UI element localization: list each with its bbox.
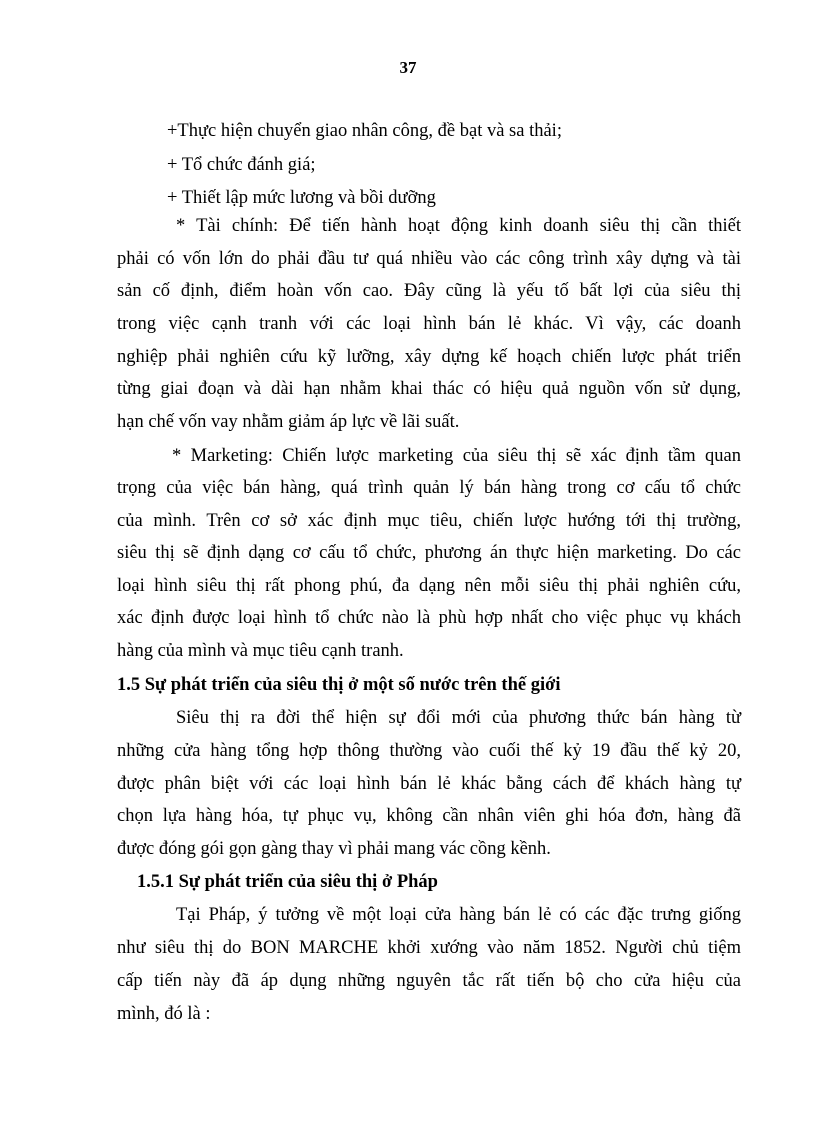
finance-line-2: phải có vốn lớn do phải đầu tư quá nhiều vào các công trình xây dựng và tài xyxy=(117,249,741,269)
section-1-5-1-line-1: Tại Pháp, ý tưởng về một loại cửa hàng bán lẻ có các đặc trưng giống xyxy=(176,905,741,925)
section-1-5-line-3: được phân biệt với các loại hình bán lẻ khác bằng cách để khách hàng tự xyxy=(117,774,741,794)
bullet-evaluation: + Tổ chức đánh giá; xyxy=(167,155,316,175)
section-1-5-line-5: được đóng gói gọn gàng thay vì phải mang vác cồng kềnh. xyxy=(117,839,551,859)
section-1-5-1-line-4: mình, đó là : xyxy=(117,1004,211,1024)
marketing-line-1: * Marketing: Chiến lược marketing của siêu thị sẽ xác định tầm quan xyxy=(172,446,741,466)
section-1-5-line-4: chọn lựa hàng hóa, tự phục vụ, không cần nhân viên ghi hóa đơn, hàng đã xyxy=(117,806,741,826)
finance-line-4: trong việc cạnh tranh với các loại hình bán lẻ khác. Vì vậy, các doanh xyxy=(117,314,741,334)
finance-line-7: hạn chế vốn vay nhằm giảm áp lực về lãi suất. xyxy=(117,412,460,432)
marketing-line-5: loại hình siêu thị rất phong phú, đa dạng nên mỗi siêu thị phải nghiên cứu, xyxy=(117,576,741,596)
section-1-5-1-line-3: cấp tiến này đã áp dụng những nguyên tắc rất tiến bộ cho cửa hiệu của xyxy=(117,971,741,991)
section-heading-1-5: 1.5 Sự phát triển của siêu thị ở một số nước trên thế giới xyxy=(117,675,561,695)
section-1-5-line-2: những cửa hàng tổng hợp thông thường vào cuối thế kỷ 19 đầu thế kỷ 20, xyxy=(117,741,741,761)
page-number: 37 xyxy=(399,58,417,77)
section-1-5-1-line-2: như siêu thị do BON MARCHE khởi xướng vào năm 1852. Người chủ tiệm xyxy=(117,938,741,958)
marketing-line-2: trọng của việc bán hàng, quá trình quản lý bán hàng trong cơ cấu tổ chức xyxy=(117,478,741,498)
marketing-line-3: của mình. Trên cơ sở xác định mục tiêu, chiến lược hướng tới thị trường, xyxy=(117,511,741,531)
finance-line-3: sản cố định, điểm hoàn vốn cao. Đây cũng là yếu tố bất lợi của siêu thị xyxy=(117,281,741,301)
section-1-5-line-1: Siêu thị ra đời thể hiện sự đổi mới của phương thức bán hàng từ xyxy=(176,708,741,728)
finance-line-6: từng giai đoạn và dài hạn nhằm khai thác có hiệu quả nguồn vốn sử dụng, xyxy=(117,379,741,399)
marketing-line-4: siêu thị sẽ định dạng cơ cấu tổ chức, phương án thực hiện marketing. Do các xyxy=(117,543,741,563)
marketing-line-7: hàng của mình và mục tiêu cạnh tranh. xyxy=(117,641,404,661)
bullet-transfer: +Thực hiện chuyển giao nhân công, đề bạt và sa thải; xyxy=(167,121,562,141)
bullet-salary: + Thiết lập mức lương và bồi dưỡng xyxy=(167,188,436,208)
marketing-line-6: xác định được loại hình tổ chức nào là phù hợp nhất cho việc phục vụ khách xyxy=(117,608,741,628)
finance-line-1: * Tài chính: Để tiến hành hoạt động kinh doanh siêu thị cần thiết xyxy=(176,216,741,236)
section-heading-1-5-1: 1.5.1 Sự phát triển của siêu thị ở Pháp xyxy=(137,872,438,892)
finance-line-5: nghiệp phải nghiên cứu kỹ lưỡng, xây dựng kế hoạch chiến lược phát triển xyxy=(117,347,741,367)
